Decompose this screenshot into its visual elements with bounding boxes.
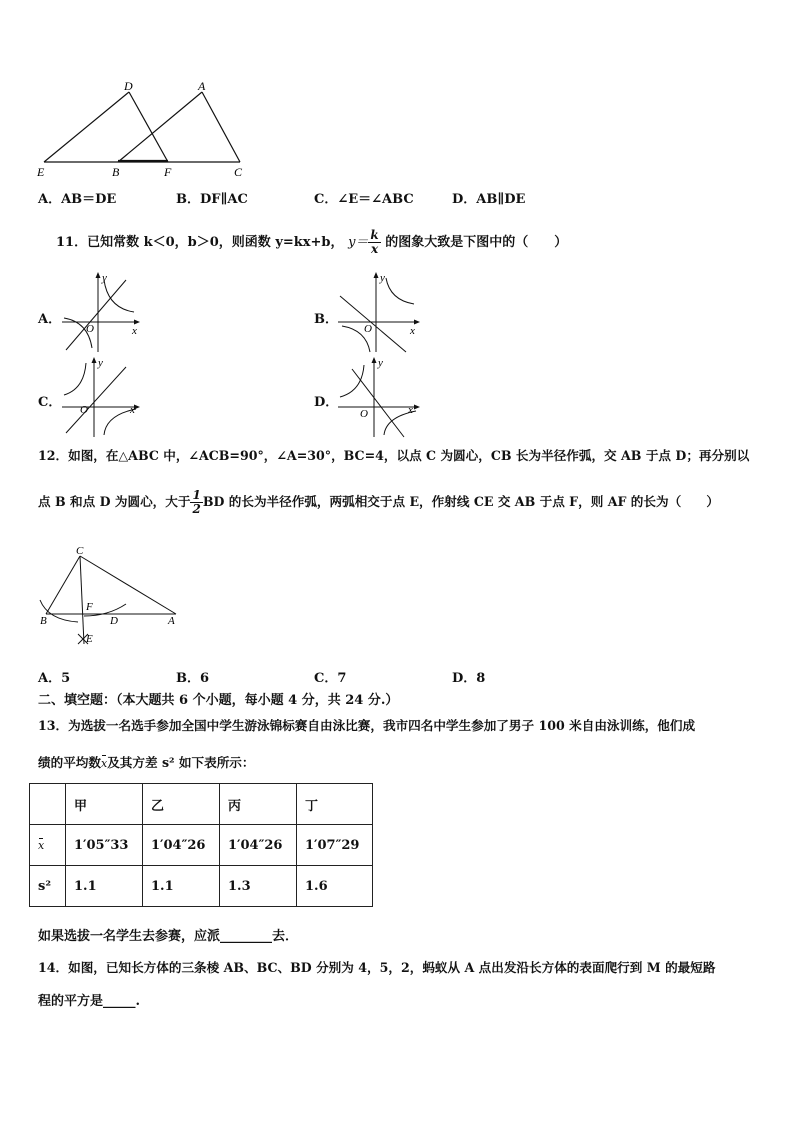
table-row — [30, 866, 373, 907]
label-f: F — [86, 601, 93, 613]
q11-stem — [56, 228, 567, 258]
q11-text-after: 的图象大致是下图中的（ ） — [385, 235, 568, 250]
q11-option-a[interactable]: A． — [38, 312, 62, 327]
axis-x-label: x — [130, 404, 135, 416]
q11-frac-num: k — [370, 228, 379, 242]
table-header-cell: 丁 — [297, 784, 373, 825]
q12-fraction — [190, 489, 202, 516]
origin-label: O — [364, 323, 372, 335]
axis-x-label: x — [132, 325, 137, 337]
table-header-row — [30, 784, 373, 825]
table-cell: 1′04″26 — [220, 825, 297, 866]
q13-line2-after: 及其方差 s² 如下表所示： — [107, 755, 255, 770]
q12-line1: 12．如图，在△ABC 中，∠ACB=90°，∠A=30°，BC=4，以点 C 为圆心，CB 长为半径作弧，交 AB 于点 D；再分别以 — [38, 448, 750, 463]
q11-graph-a[interactable] — [60, 270, 142, 354]
q10-option-b[interactable]: B．DF∥AC — [176, 192, 248, 207]
q12-line2 — [38, 482, 719, 522]
axis-x-label: x — [408, 404, 413, 416]
origin-label: O — [86, 323, 94, 335]
q11-graph-d[interactable] — [336, 355, 422, 439]
q13-line2 — [38, 755, 255, 772]
table-row — [30, 825, 373, 866]
table-cell: 1′05″33 — [66, 825, 143, 866]
label-a: A — [168, 615, 175, 627]
q11-option-c[interactable]: C． — [38, 395, 62, 410]
q14-line2[interactable]: 程的平方是_____. — [38, 994, 141, 1009]
q11-frac-den: x — [371, 242, 379, 256]
q12-option-d[interactable]: D．8 — [452, 671, 486, 686]
variance-row-label: s² — [30, 866, 66, 907]
label-e: E — [86, 633, 93, 645]
table-corner-cell — [30, 784, 66, 825]
axis-y-label: y — [380, 272, 385, 284]
mean-symbol: x — [38, 838, 45, 852]
label-a: A — [198, 79, 206, 93]
section-title: 二、填空题：（本大题共 6 个小题，每小题 4 分，共 24 分.） — [38, 693, 399, 708]
label-b: B — [40, 615, 47, 627]
label-c: C — [76, 545, 84, 557]
q12-figure — [34, 542, 184, 648]
label-b: B — [112, 165, 120, 179]
origin-label: O — [80, 404, 88, 416]
axis-x-label: x — [410, 325, 415, 337]
q13-line2-before: 绩的平均数 — [38, 755, 101, 770]
mean-symbol: x — [100, 757, 108, 770]
q10-figure — [34, 76, 250, 180]
q13-answer-line[interactable]: 如果选拔一名学生去参赛，应派________去． — [38, 929, 299, 944]
q12-frac-den: 2 — [192, 502, 201, 516]
table-cell: 1.6 — [297, 866, 373, 907]
q13-line1: 13．为选拔一名选手参加全国中学生游泳锦标赛自由泳比赛，我市四名中学生参加了男子 100 米自由泳训练，他们成 — [38, 718, 696, 733]
q10-option-d[interactable]: D．AB∥DE — [452, 192, 526, 207]
label-d: D — [124, 79, 133, 93]
q11-option-d[interactable]: D． — [314, 395, 339, 410]
q10-option-a[interactable]: A．AB＝DE — [38, 192, 117, 207]
q11-text-before: 11．已知常数 k＜0，b＞0，则函数 y=kx+b， — [56, 235, 344, 250]
q12-line2-after: BD 的长为半径作弧，两弧相交于点 E，作射线 CE 交 AB 于点 F，则 AF 的长为（ ） — [202, 494, 719, 509]
q14-line1: 14．如图，已知长方体的三条棱 AB、BC、BD 分别为 4，5，2，蚂蚁从 A 点出发沿长方体的表面爬行到 M 的最短路 — [38, 960, 716, 975]
table-header-cell: 甲 — [66, 784, 143, 825]
q12-option-b[interactable]: B．6 — [176, 671, 210, 686]
q11-fraction — [368, 229, 380, 256]
q11-y-eq: y＝ — [348, 235, 369, 250]
q11-graph-b[interactable] — [336, 270, 422, 354]
q11-graph-c[interactable] — [60, 355, 142, 439]
q10-option-c[interactable]: C．∠E＝∠ABC — [314, 192, 414, 207]
label-c: C — [234, 165, 243, 179]
label-d: D — [110, 615, 118, 627]
axis-y-label: y — [102, 272, 107, 284]
table-cell: 1.1 — [66, 866, 143, 907]
q11-option-b[interactable]: B． — [314, 312, 338, 327]
mean-row-label — [30, 825, 66, 866]
table-header-cell: 丙 — [220, 784, 297, 825]
axis-y-label: y — [98, 357, 103, 369]
q12-option-c[interactable]: C．7 — [314, 671, 347, 686]
label-f: F — [164, 165, 172, 179]
scores-table — [29, 783, 373, 907]
axis-y-label: y — [378, 357, 383, 369]
q12-option-a[interactable]: A．5 — [38, 671, 71, 686]
table-cell: 1.3 — [220, 866, 297, 907]
q12-frac-num: 1 — [192, 488, 201, 502]
table-cell: 1′04″26 — [143, 825, 220, 866]
table-cell: 1′07″29 — [297, 825, 373, 866]
table-header-cell: 乙 — [143, 784, 220, 825]
origin-label: O — [360, 408, 368, 420]
table-cell: 1.1 — [143, 866, 220, 907]
label-e: E — [37, 165, 45, 179]
q12-line2-before: 点 B 和点 D 为圆心，大于 — [38, 494, 191, 509]
